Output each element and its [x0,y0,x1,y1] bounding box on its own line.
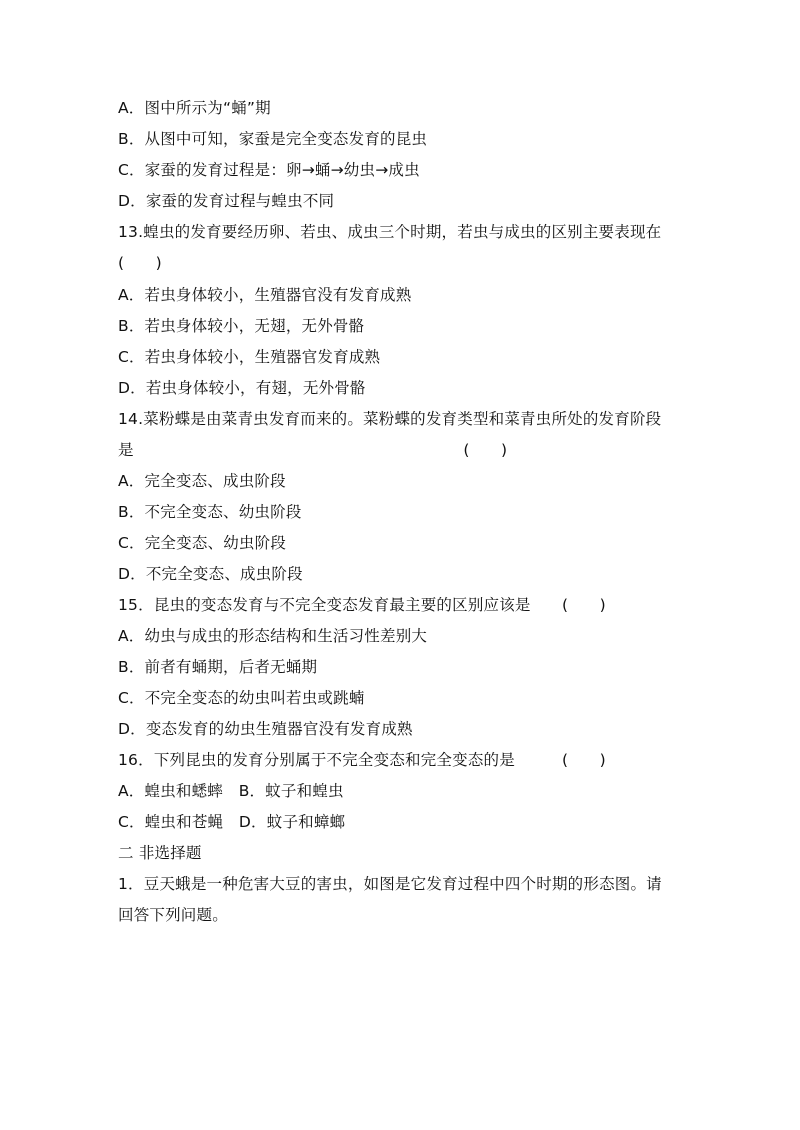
nq1-stem: 1．豆天蛾是一种危害大豆的害虫，如图是它发育过程中四个时期的形态图。请 [118,875,662,893]
q15-option-d: D．变态发育的幼虫生殖器官没有发育成熟 [118,720,413,738]
q12-option-b: B．从图中可知，家蚕是完全变态发育的昆虫 [118,130,428,148]
q14-option-a: A．完全变态、成虫阶段 [118,472,286,490]
q13-option-a: A．若虫身体较小，生殖器官没有发育成熟 [118,286,412,304]
q16-stem: 16．下列昆虫的发育分别属于不完全变态和完全变态的是 ( ) [118,751,606,769]
q12-option-d: D．家蚕的发育过程与蝗虫不同 [118,192,335,210]
nq1-stem-cont: 回答下列问题。 [118,906,228,924]
q13-option-b: B．若虫身体较小，无翅，无外骨骼 [118,317,365,335]
q15-option-b: B．前者有蛹期，后者无蛹期 [118,658,318,676]
q14-option-b: B．不完全变态、幼虫阶段 [118,503,302,521]
q12-option-a: A．图中所示为“蛹”期 [118,99,271,117]
q16-options-cd: C．蝗虫和苍蝇 D．蚊子和蟑螂 [118,813,346,831]
q13-option-c: C．若虫身体较小，生殖器官发育成熟 [118,348,381,366]
q14-option-d: D．不完全变态、成虫阶段 [118,565,303,583]
q14-stem-cont: 是 ( ) [118,441,508,459]
q15-option-a: A．幼虫与成虫的形态结构和生活习性差别大 [118,627,428,645]
q16-options-ab: A．蝗虫和蟋蟀 B．蚊子和蝗虫 [118,782,344,800]
q12-option-c: C．家蚕的发育过程是：卵→蛹→幼虫→成虫 [118,161,420,179]
q14-stem: 14.菜粉蝶是由菜青虫发育而来的。菜粉蝶的发育类型和菜青虫所处的发育阶段 [118,410,662,428]
q13-option-d: D．若虫身体较小，有翅，无外骨骼 [118,379,366,397]
q14-option-c: C．完全变态、幼虫阶段 [118,534,287,552]
q13-stem: 13.蝗虫的发育要经历卵、若虫、成虫三个时期，若虫与成虫的区别主要表现在 [118,223,662,241]
section-heading: 二 非选择题 [118,844,202,862]
q15-stem: 15．昆虫的变态发育与不完全变态发育最主要的区别应该是 ( ) [118,596,606,614]
q13-blank: ( ) [118,254,162,272]
q15-option-c: C．不完全变态的幼虫叫若虫或跳蝻 [118,689,365,707]
